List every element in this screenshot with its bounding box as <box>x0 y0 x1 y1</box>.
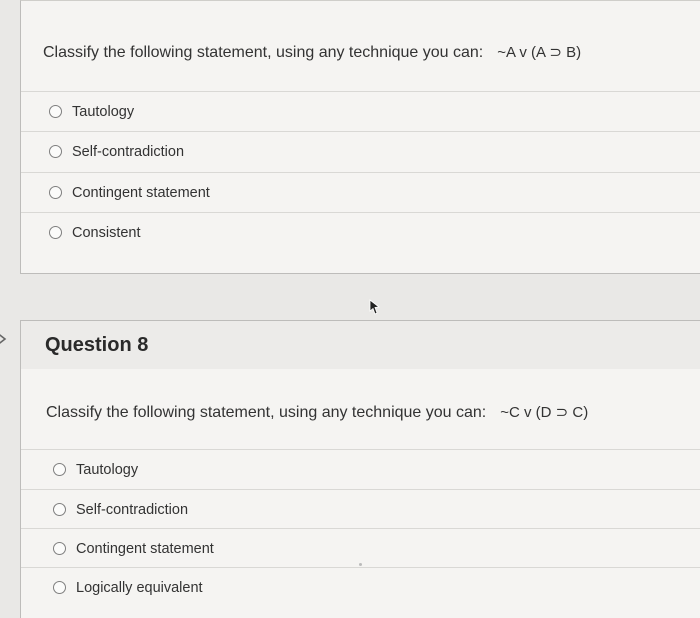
radio-button[interactable] <box>49 145 62 158</box>
question-7-prompt <box>43 43 581 62</box>
question-7-formula: ~A v (A ⊃ B) <box>497 44 582 61</box>
radio-button[interactable] <box>53 463 66 476</box>
option-label: Contingent statement <box>72 184 210 201</box>
chevron-right-icon[interactable] <box>0 331 12 347</box>
radio-button[interactable] <box>49 186 62 199</box>
question-8-card <box>20 369 700 618</box>
question-8-prompt-text: Classify the following statement, using any technique you can: <box>46 404 487 421</box>
q7-option-tautology[interactable] <box>21 91 700 131</box>
option-label: Tautology <box>72 103 135 120</box>
question-7-card <box>20 0 700 274</box>
option-label: Self-contradiction <box>76 501 189 518</box>
question-8-prompt <box>46 403 588 422</box>
option-label: Tautology <box>76 461 139 478</box>
option-label: Logically equivalent <box>76 579 203 596</box>
option-label: Consistent <box>72 224 141 241</box>
q8-option-contingent[interactable] <box>21 528 700 568</box>
q8-option-logically-equivalent[interactable] <box>21 567 700 607</box>
radio-button[interactable] <box>53 542 66 555</box>
radio-button[interactable] <box>53 503 66 516</box>
q7-option-contingent[interactable] <box>21 172 700 212</box>
mouse-pointer-icon <box>366 298 382 316</box>
question-8-formula: ~C v (D ⊃ C) <box>500 404 589 421</box>
q8-option-self-contradiction[interactable] <box>21 489 700 529</box>
q8-option-tautology[interactable] <box>21 449 700 489</box>
radio-button[interactable] <box>49 105 62 118</box>
question-8-title: Question 8 <box>45 334 149 356</box>
radio-button[interactable] <box>53 581 66 594</box>
q7-option-self-contradiction[interactable] <box>21 131 700 171</box>
option-label: Contingent statement <box>76 540 214 557</box>
option-label: Self-contradiction <box>72 143 185 160</box>
q7-option-consistent[interactable] <box>21 212 700 252</box>
question-8-header <box>20 320 700 370</box>
question-7-prompt-text: Classify the following statement, using any technique you can: <box>43 44 484 61</box>
screen-speck <box>359 563 362 566</box>
radio-button[interactable] <box>49 226 62 239</box>
